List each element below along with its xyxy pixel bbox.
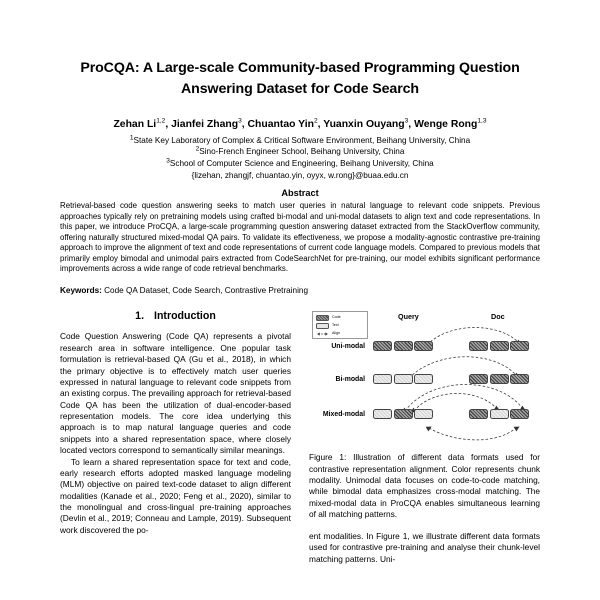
chunk-text: [414, 374, 433, 383]
chunk-code: [469, 374, 488, 383]
keywords-label: Keywords:: [60, 285, 102, 295]
column-header-query: Query: [398, 312, 419, 322]
section-heading-introduction: [60, 310, 291, 322]
chunk-code: [414, 341, 433, 350]
column-header-doc: Doc: [491, 312, 505, 322]
two-column-body: [60, 310, 540, 573]
affiliations: [60, 135, 540, 170]
row-label-mixed-modal: Mixed-modal: [322, 411, 365, 419]
paragraph: To learn a shared representation space for text and code, early research efforts adopted masked language modeling (MLM) objective on paired text-code dataset to align different modalities (Kanade et al., 2020; Feng et al., 2020), similar to the monolingual and cross-lingual pre-training approaches (Devlin et al., 2019; Conneau and Lample, 2019). Subsequent work discovered the po-: [60, 456, 291, 535]
right-column: [309, 310, 540, 573]
keywords-line: [60, 286, 540, 297]
chunk-code: [490, 374, 509, 383]
chunk-text: [414, 409, 433, 418]
chunk-group-doc-uni: [469, 341, 529, 350]
chunk-code: [469, 409, 488, 418]
chunk-code: [510, 409, 529, 418]
legend-label: Text: [332, 323, 339, 328]
legend-label: Code: [332, 315, 341, 320]
contact-email: {lizehan, zhangjf, chuantao.yin, oyyx, w.rong}@buaa.edu.cn: [191, 170, 409, 180]
chunk-group-query-bi: [373, 374, 433, 383]
chunk-group-query-uni: [373, 341, 433, 350]
chunk-text: [490, 409, 509, 418]
chunk-code: [510, 341, 529, 350]
author-list: Zehan Li$^{1,2}$, Jianfei Zhang$^3$, Chuantao Yin$^2$, Yuanxin Ouyang$^3$, Wenge Rong$^{1,3}$: [113, 117, 487, 131]
section-number: 1.: [135, 310, 145, 323]
abstract-text: Retrieval-based code question answering seeks to match user queries in natural language to relevant code snippets. Previous approaches typically rely on pretraining models using crafted bi-modal and uni-modal datasets to align text and code representations. In this paper, we introduce ProCQA, a large-scale programming question answering dataset extracted from the StackOverflow community, offering naturally structured mixed-modal QA pairs. To validate its effectiveness, we propose a modality-agnostic contrastive pre-training approach to improve the alignment of text and code representations of current code language models. Compared to previous models that primarily employ bimodal and unimodal pairs extracted from CodeSearchNet for pre-training, our model exhibits significant performance improvements across a wide range of code retrieval benchmarks.: [60, 201, 540, 274]
chunk-code: [490, 341, 509, 350]
chunk-group-query-mixed: [373, 409, 433, 418]
row-label-uni-modal: Uni-modal: [331, 343, 365, 351]
figure-caption-text: Illustration of different data formats used for contrastive representation alignment. Color represents chunk modality. Unimodal data focuses on code-to-code matching, while bimodal data emphasizes cross-modal matching. The mixed-modal data in ProCQA enables simultaneous learning of all matching patterns.: [309, 452, 540, 519]
chunk-text: [394, 374, 413, 383]
abstract-heading: Abstract: [281, 188, 319, 199]
affiliation-2: $^2$Sino-French Engineer School, Beihang University, China: [195, 145, 405, 157]
chunk-code: [510, 374, 529, 383]
row-label-bi-modal: Bi-modal: [335, 376, 365, 384]
chunk-code: [394, 409, 413, 418]
chunk-group-doc-bi: [469, 374, 529, 383]
keywords-value: Code QA Dataset, Code Search, Contrastive Pretraining: [104, 285, 309, 295]
chunk-text: [373, 374, 392, 383]
legend-label: Align: [332, 331, 340, 336]
paragraph: ent modalities. In Figure 1, we illustrate different data formats used for contrastive pre-training and analyse their chunk-level matching patterns. Uni-: [309, 531, 540, 564]
chunk-text: [373, 409, 392, 418]
figure-1-graphic: [309, 310, 540, 446]
page-title: ProCQA: A Large-scale Community-based Programming Question Answering Dataset for Code Search: [80, 60, 520, 97]
affiliation-1: $^1$State Key Laboratory of Complex & Critical Software Environment, Beihang University, China: [129, 133, 471, 145]
left-column: [60, 310, 291, 573]
section-title: Introduction: [154, 310, 216, 323]
paragraph: Code Question Answering (Code QA) represents a pivotal research area in software intelligence. One popular task formulation is retrieval-based QA (Gu et al., 2018), in which the primary objective is to effectively match user queries expressed in natural language to relevant code snippets from an existing corpus. The prevailing approach for retrieval-based Code QA has been the utilization of dual-encoder-based representation models. The core idea underlying this approach is to map natural language queries and code snippets into a shared representation space, where closely located vectors correspond to semantically similar meanings.: [60, 331, 291, 456]
affiliation-3: $^3$School of Computer Science and Engineering, Beihang University, China: [166, 157, 434, 168]
figure-caption: [309, 452, 540, 520]
chunk-group-doc-mixed: [469, 409, 529, 418]
chunk-code: [469, 341, 488, 350]
figure-caption-label: Figure 1:: [309, 452, 347, 463]
chunk-code: [394, 341, 413, 350]
chunk-code: [373, 341, 392, 350]
